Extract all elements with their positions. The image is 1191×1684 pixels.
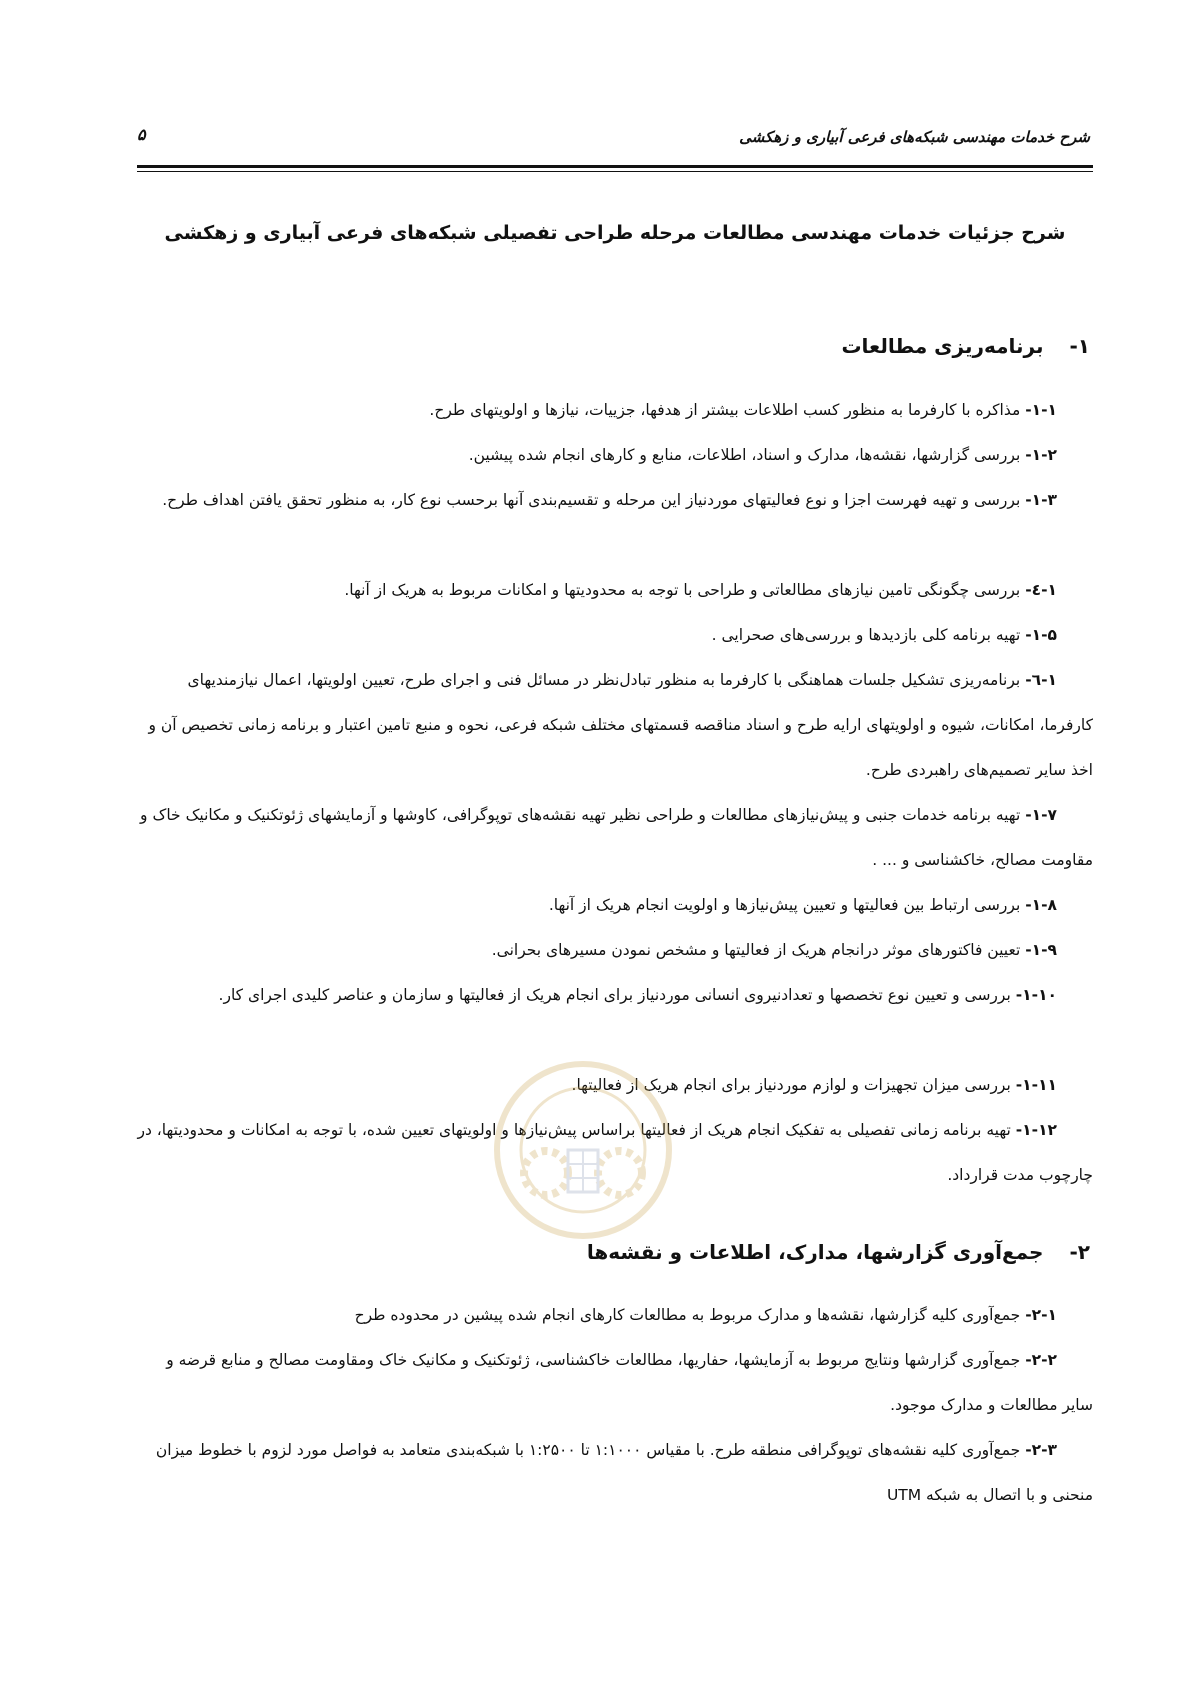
item-number: ۱-۸- — [1025, 896, 1057, 914]
item-number: ۱-٦- — [1025, 671, 1057, 689]
list-item — [137, 658, 1093, 793]
list-item — [137, 568, 1093, 613]
item-text: تهیه برنامه کلی بازدیدها و بررسی‌های صحرایی . — [711, 626, 1021, 644]
item-text: تعیین فاکتورهای موثر درانجام هریک از فعالیتها و مشخص نمودن مسیرهای بحرانی. — [491, 941, 1021, 959]
list-item — [137, 793, 1093, 883]
item-text: بررسی میزان تجهیزات و لوازم موردنیاز برای انجام هریک از فعالیتها. — [571, 1076, 1011, 1094]
section-title: جمع‌آوری گزارشها، مدارک، اطلاعات و نقشه‌ها — [586, 1240, 1044, 1264]
item-number: ۱-۱۲- — [1015, 1121, 1057, 1139]
item-text: بررسی چگونگی تامین نیازهای مطالعاتی و طراحی با توجه به محدودیتها و امکانات مربوط به هریک از آنها. — [344, 581, 1021, 599]
section-heading — [841, 334, 1090, 358]
section-title: برنامه‌ریزی مطالعات — [841, 334, 1044, 358]
item-number: ۲-۲- — [1025, 1351, 1057, 1369]
item-text: تهیه برنامه زمانی تفصیلی به تفکیک انجام هریک از فعالیتها براساس پیش‌نیازها و اولویتهای تعیین شده، با توجه به امکانات و محدودیتها، در چارچوب مدت قرارداد. — [137, 1121, 1093, 1184]
list-item — [137, 1338, 1093, 1428]
item-text: بررسی و تعیین نوع تخصصها و تعدادنیروی انسانی موردنیاز برای انجام هریک از فعالیتها و سازمان و عناصر کلیدی اجرای کار. — [218, 986, 1011, 1004]
item-number: ۱-۵- — [1025, 626, 1057, 644]
item-text: برنامه‌ریزی تشکیل جلسات هماهنگی با کارفرما به منظور تبادل‌نظر در مسائل فنی و اجرای طرح، تعیین اولویتها، اعمال نیازمندیهای کارفرما، امکانات، شیوه و اولویتهای ارایه طرح و اسناد مناقصه قسمتهای مختلف شبکه فرعی، نحوه و منبع تامین اعتبار و برنامه زمانی تخصیص آن و اخذ سایر تصمیم‌های راهبردی طرح. — [148, 671, 1093, 779]
list-item — [137, 1428, 1093, 1518]
list-item — [137, 433, 1093, 478]
header-rule-thick — [137, 165, 1093, 168]
section-heading — [587, 1240, 1090, 1264]
item-number: ۱-۳- — [1025, 491, 1057, 509]
header-rule-thin — [137, 171, 1093, 172]
list-item — [137, 1108, 1093, 1198]
item-number: ۱-۲- — [1025, 446, 1057, 464]
list-item — [137, 1293, 1093, 1338]
item-text: جمع‌آوری کلیه نقشه‌های توپوگرافی منطقه طرح. با مقیاس ۱:۱۰۰۰ تا ۱:۲۵۰۰ با شبکه‌بندی متعامد به فواصل مورد لزوم با خطوط میزان منحنی و با اتصال به شبکه UTM — [155, 1441, 1093, 1504]
item-text: جمع‌آوری گزارشها ونتایج مربوط به آزمایشها، حفاریها، مطالعات خاکشناسی، ژئوتکنیک و مکانیک خاک ومقاومت مصالح و منابع قرضه و سایر مطالعات و مدارک موجود. — [166, 1351, 1093, 1414]
item-text: مذاکره با کارفرما به منظور کسب اطلاعات بیشتر از هدفها، جزییات، نیازها و اولویتهای طرح. — [429, 401, 1021, 419]
item-number: ۱-٤- — [1025, 581, 1057, 599]
list-item — [137, 973, 1093, 1018]
item-number: ۱-۷- — [1025, 806, 1057, 824]
running-title: شرح خدمات مهندسی شبکه‌های فرعی آبیاری و زهکشی — [739, 128, 1090, 146]
page-number: ۵ — [137, 125, 146, 144]
item-number: ۱-۱- — [1025, 401, 1057, 419]
list-item — [137, 388, 1093, 433]
item-number: ۲-۱- — [1025, 1306, 1057, 1324]
item-number: ۱-۹- — [1025, 941, 1057, 959]
item-text: بررسی گزارشها، نقشه‌ها، مدارک و اسناد، اطلاعات، منابع و کارهای انجام شده پیشین. — [468, 446, 1021, 464]
section-number: ۲- — [1069, 1240, 1090, 1264]
section-number: ۱- — [1069, 334, 1090, 358]
item-number: ۲-۳- — [1025, 1441, 1057, 1459]
item-text: جمع‌آوری کلیه گزارشها، نقشه‌ها و مدارک مربوط به مطالعات کارهای انجام شده پیشین در محدوده طرح — [354, 1306, 1021, 1324]
document-title: شرح جزئیات خدمات مهندسی مطالعات مرحله طراحی تفصیلی شبکه‌های فرعی آبیاری و زهکشی — [164, 222, 1066, 244]
item-text: تهیه برنامه خدمات جنبی و پیش‌نیازهای مطالعات و طراحی نظیر تهیه نقشه‌های توپوگرافی، کاوشها و آزمایشهای ژئوتکنیک و مکانیک خاک و مقاومت مصالح، خاکشناسی و ... . — [140, 806, 1093, 869]
item-number: ۱-۱۰- — [1015, 986, 1057, 1004]
list-item — [137, 928, 1093, 973]
list-item — [137, 613, 1093, 658]
list-item — [137, 1063, 1093, 1108]
list-item — [137, 883, 1093, 928]
list-item — [137, 478, 1093, 523]
item-number: ۱-۱۱- — [1015, 1076, 1057, 1094]
item-text: بررسی و تهیه فهرست اجزا و نوع فعالیتهای موردنیاز این مرحله و تقسیم‌بندی آنها برحسب نوع کار، به منظور تحقق یافتن اهداف طرح. — [162, 491, 1021, 509]
item-text: بررسی ارتباط بین فعالیتها و تعیین پیش‌نیازها و اولویت انجام هریک از آنها. — [548, 896, 1021, 914]
